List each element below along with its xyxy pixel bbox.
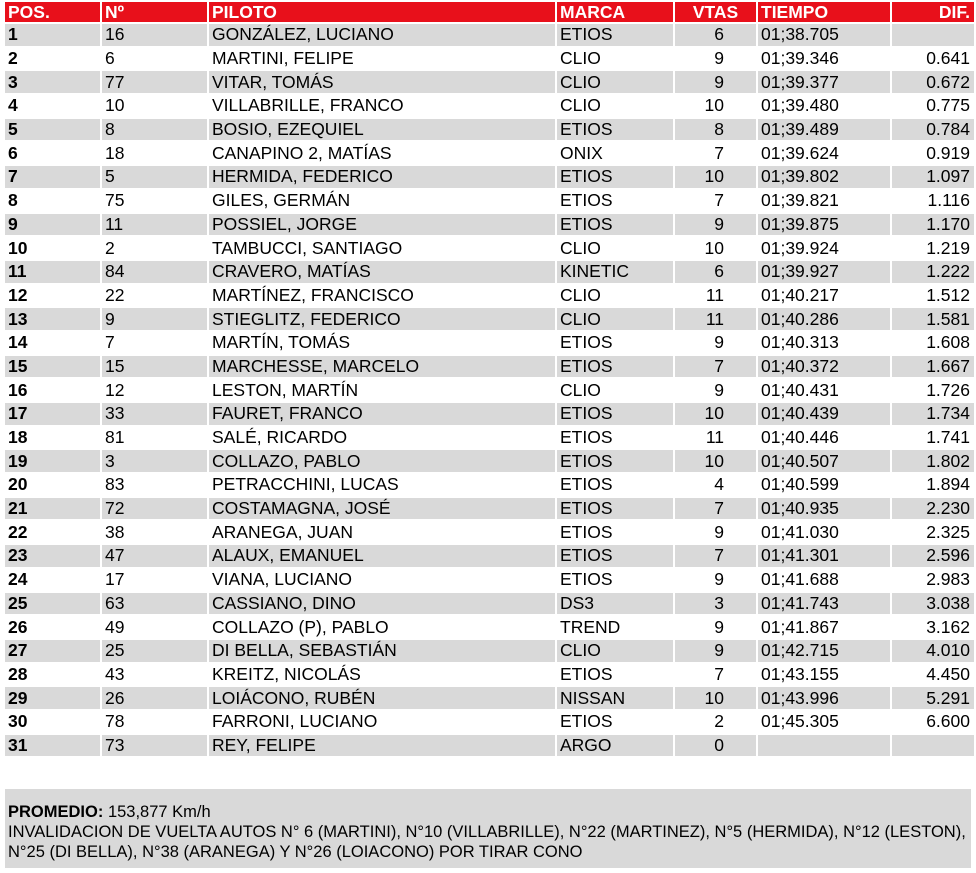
- cell-piloto: MARTÍNEZ, FRANCISCO: [209, 285, 557, 307]
- cell-dif: 0.641: [892, 48, 974, 70]
- header-row: [5, 2, 974, 22]
- table-row: [5, 735, 974, 757]
- cell-vtas: 7: [675, 190, 758, 212]
- cell-tiempo: 01;43.155: [758, 664, 892, 686]
- cell-tiempo: 01;40.599: [758, 474, 892, 496]
- cell-vtas: 10: [675, 166, 758, 188]
- cell-vtas: 6: [675, 24, 758, 46]
- cell-num: 8: [102, 119, 209, 141]
- cell-marca: ONIX: [557, 142, 675, 164]
- cell-dif: 1.170: [892, 214, 974, 236]
- cell-marca: KINETIC: [557, 261, 675, 283]
- cell-num: 49: [102, 616, 209, 638]
- results-table: [5, 0, 974, 758]
- cell-num: 11: [102, 214, 209, 236]
- cell-num: 16: [102, 24, 209, 46]
- cell-marca: ETIOS: [557, 119, 675, 141]
- cell-vtas: 10: [675, 403, 758, 425]
- cell-vtas: 10: [675, 95, 758, 117]
- cell-tiempo: 01;41.688: [758, 569, 892, 591]
- cell-num: 83: [102, 474, 209, 496]
- cell-piloto: MARCHESSE, MARCELO: [209, 356, 557, 378]
- table-row: [5, 379, 974, 401]
- cell-piloto: CASSIANO, DINO: [209, 593, 557, 615]
- cell-piloto: BOSIO, EZEQUIEL: [209, 119, 557, 141]
- cell-num: 22: [102, 285, 209, 307]
- cell-num: 75: [102, 190, 209, 212]
- cell-vtas: 7: [675, 664, 758, 686]
- cell-dif: 2.325: [892, 521, 974, 543]
- cell-vtas: 10: [675, 450, 758, 472]
- cell-tiempo: 01;40.372: [758, 356, 892, 378]
- cell-num: 25: [102, 640, 209, 662]
- cell-marca: ETIOS: [557, 427, 675, 449]
- cell-tiempo: 01;43.996: [758, 687, 892, 709]
- cell-marca: CLIO: [557, 379, 675, 401]
- table-row: [5, 142, 974, 164]
- table-row: [5, 569, 974, 591]
- cell-dif: 1.219: [892, 237, 974, 259]
- cell-pos: 21: [5, 498, 102, 520]
- header-marca: MARCA: [557, 2, 675, 22]
- cell-dif: 0.672: [892, 71, 974, 93]
- invalidation-note: INVALIDACION DE VUELTA AUTOS N° 6 (MARTINI), N°10 (VILLABRILLE), N°22 (MARTINEZ), N°5 (HERMIDA), N°12 (LESTON), N°25 (DI BELLA), N°38 (ARANEGA) Y N°26 (LOIACONO) POR TIRAR CONO: [8, 823, 966, 861]
- cell-marca: CLIO: [557, 48, 675, 70]
- cell-marca: ARGO: [557, 735, 675, 757]
- cell-pos: 8: [5, 190, 102, 212]
- cell-num: 81: [102, 427, 209, 449]
- cell-tiempo: 01;39.802: [758, 166, 892, 188]
- cell-pos: 26: [5, 616, 102, 638]
- cell-tiempo: 01;40.507: [758, 450, 892, 472]
- cell-vtas: 9: [675, 569, 758, 591]
- cell-marca: CLIO: [557, 95, 675, 117]
- table-row: [5, 332, 974, 354]
- cell-piloto: LESTON, MARTÍN: [209, 379, 557, 401]
- cell-tiempo: 01;40.431: [758, 379, 892, 401]
- cell-num: 5: [102, 166, 209, 188]
- cell-dif: [892, 735, 974, 757]
- cell-num: 33: [102, 403, 209, 425]
- cell-vtas: 7: [675, 142, 758, 164]
- cell-num: 2: [102, 237, 209, 259]
- cell-vtas: 9: [675, 379, 758, 401]
- cell-pos: 22: [5, 521, 102, 543]
- cell-dif: 4.450: [892, 664, 974, 686]
- cell-num: 12: [102, 379, 209, 401]
- cell-tiempo: 01;38.705: [758, 24, 892, 46]
- cell-dif: 2.596: [892, 545, 974, 567]
- cell-marca: CLIO: [557, 285, 675, 307]
- cell-pos: 16: [5, 379, 102, 401]
- cell-vtas: 9: [675, 332, 758, 354]
- cell-vtas: 3: [675, 593, 758, 615]
- cell-pos: 28: [5, 664, 102, 686]
- cell-marca: ETIOS: [557, 664, 675, 686]
- cell-pos: 27: [5, 640, 102, 662]
- cell-vtas: 9: [675, 48, 758, 70]
- cell-piloto: CRAVERO, MATÍAS: [209, 261, 557, 283]
- cell-pos: 7: [5, 166, 102, 188]
- table-row: [5, 308, 974, 330]
- cell-dif: 1.581: [892, 308, 974, 330]
- cell-marca: ETIOS: [557, 711, 675, 733]
- table-row: [5, 711, 974, 733]
- cell-tiempo: 01;41.030: [758, 521, 892, 543]
- cell-piloto: ARANEGA, JUAN: [209, 521, 557, 543]
- table-row: [5, 356, 974, 378]
- cell-vtas: 4: [675, 474, 758, 496]
- cell-tiempo: 01;39.489: [758, 119, 892, 141]
- cell-vtas: 9: [675, 521, 758, 543]
- cell-vtas: 9: [675, 214, 758, 236]
- cell-piloto: MARTINI, FELIPE: [209, 48, 557, 70]
- cell-dif: 1.512: [892, 285, 974, 307]
- cell-vtas: 10: [675, 687, 758, 709]
- cell-piloto: PETRACCHINI, LUCAS: [209, 474, 557, 496]
- table-row: [5, 261, 974, 283]
- cell-num: 26: [102, 687, 209, 709]
- cell-piloto: STIEGLITZ, FEDERICO: [209, 308, 557, 330]
- table-body: [5, 24, 974, 756]
- cell-pos: 30: [5, 711, 102, 733]
- table-row: [5, 166, 974, 188]
- cell-tiempo: 01;39.875: [758, 214, 892, 236]
- cell-marca: TREND: [557, 616, 675, 638]
- table-row: [5, 450, 974, 472]
- cell-pos: 24: [5, 569, 102, 591]
- cell-piloto: LOIÁCONO, RUBÉN: [209, 687, 557, 709]
- cell-marca: ETIOS: [557, 190, 675, 212]
- table-row: [5, 498, 974, 520]
- cell-vtas: 6: [675, 261, 758, 283]
- cell-dif: 6.600: [892, 711, 974, 733]
- cell-dif: 1.097: [892, 166, 974, 188]
- cell-tiempo: 01;40.935: [758, 498, 892, 520]
- cell-piloto: VITAR, TOMÁS: [209, 71, 557, 93]
- cell-vtas: 10: [675, 237, 758, 259]
- table-row: [5, 24, 974, 46]
- cell-tiempo: 01;42.715: [758, 640, 892, 662]
- cell-piloto: FAURET, FRANCO: [209, 403, 557, 425]
- cell-pos: 19: [5, 450, 102, 472]
- cell-vtas: 7: [675, 356, 758, 378]
- cell-piloto: FARRONI, LUCIANO: [209, 711, 557, 733]
- table-row: [5, 48, 974, 70]
- cell-marca: ETIOS: [557, 403, 675, 425]
- cell-pos: 3: [5, 71, 102, 93]
- cell-marca: ETIOS: [557, 332, 675, 354]
- cell-marca: ETIOS: [557, 498, 675, 520]
- header-dif: DIF.: [892, 2, 974, 22]
- cell-dif: 1.734: [892, 403, 974, 425]
- header-pos: POS.: [5, 2, 102, 22]
- cell-dif: 1.116: [892, 190, 974, 212]
- cell-piloto: TAMBUCCI, SANTIAGO: [209, 237, 557, 259]
- cell-vtas: 0: [675, 735, 758, 757]
- cell-pos: 14: [5, 332, 102, 354]
- cell-num: 63: [102, 593, 209, 615]
- cell-dif: 2.983: [892, 569, 974, 591]
- cell-marca: NISSAN: [557, 687, 675, 709]
- cell-num: 38: [102, 521, 209, 543]
- cell-dif: 1.222: [892, 261, 974, 283]
- cell-marca: ETIOS: [557, 166, 675, 188]
- table-row: [5, 640, 974, 662]
- cell-tiempo: 01;40.439: [758, 403, 892, 425]
- cell-piloto: MARTÍN, TOMÁS: [209, 332, 557, 354]
- cell-dif: 1.802: [892, 450, 974, 472]
- cell-piloto: GILES, GERMÁN: [209, 190, 557, 212]
- cell-vtas: 9: [675, 640, 758, 662]
- table-row: [5, 593, 974, 615]
- cell-piloto: VILLABRILLE, FRANCO: [209, 95, 557, 117]
- cell-tiempo: 01;40.446: [758, 427, 892, 449]
- cell-piloto: CANAPINO 2, MATÍAS: [209, 142, 557, 164]
- cell-vtas: 7: [675, 545, 758, 567]
- cell-dif: 1.667: [892, 356, 974, 378]
- cell-num: 77: [102, 71, 209, 93]
- promedio-line: [8, 802, 967, 822]
- cell-num: 15: [102, 356, 209, 378]
- cell-tiempo: 01;40.313: [758, 332, 892, 354]
- cell-piloto: KREITZ, NICOLÁS: [209, 664, 557, 686]
- cell-piloto: ALAUX, EMANUEL: [209, 545, 557, 567]
- header-tiempo: TIEMPO: [758, 2, 892, 22]
- cell-tiempo: [758, 735, 892, 757]
- cell-piloto: COLLAZO (P), PABLO: [209, 616, 557, 638]
- cell-pos: 25: [5, 593, 102, 615]
- cell-pos: 15: [5, 356, 102, 378]
- table-row: [5, 474, 974, 496]
- cell-pos: 31: [5, 735, 102, 757]
- cell-dif: 1.741: [892, 427, 974, 449]
- cell-pos: 12: [5, 285, 102, 307]
- cell-vtas: 9: [675, 616, 758, 638]
- cell-dif: 0.775: [892, 95, 974, 117]
- cell-marca: ETIOS: [557, 474, 675, 496]
- cell-marca: CLIO: [557, 71, 675, 93]
- cell-pos: 11: [5, 261, 102, 283]
- cell-tiempo: 01;40.286: [758, 308, 892, 330]
- cell-tiempo: 01;40.217: [758, 285, 892, 307]
- table-row: [5, 403, 974, 425]
- cell-marca: CLIO: [557, 237, 675, 259]
- header-vtas: VTAS: [675, 2, 758, 22]
- cell-marca: DS3: [557, 593, 675, 615]
- table-row: [5, 214, 974, 236]
- cell-tiempo: 01;41.867: [758, 616, 892, 638]
- cell-dif: 3.162: [892, 616, 974, 638]
- cell-piloto: DI BELLA, SEBASTIÁN: [209, 640, 557, 662]
- cell-pos: 9: [5, 214, 102, 236]
- cell-tiempo: 01;39.346: [758, 48, 892, 70]
- table-row: [5, 521, 974, 543]
- cell-dif: 0.784: [892, 119, 974, 141]
- table-row: [5, 664, 974, 686]
- cell-piloto: COLLAZO, PABLO: [209, 450, 557, 472]
- header-num: Nº: [102, 2, 209, 22]
- cell-tiempo: 01;41.301: [758, 545, 892, 567]
- cell-vtas: 2: [675, 711, 758, 733]
- cell-marca: ETIOS: [557, 356, 675, 378]
- header-piloto: PILOTO: [209, 2, 557, 22]
- cell-tiempo: 01;39.927: [758, 261, 892, 283]
- cell-marca: ETIOS: [557, 214, 675, 236]
- cell-marca: ETIOS: [557, 24, 675, 46]
- cell-vtas: 8: [675, 119, 758, 141]
- cell-dif: 2.230: [892, 498, 974, 520]
- cell-num: 3: [102, 450, 209, 472]
- cell-piloto: COSTAMAGNA, JOSÉ: [209, 498, 557, 520]
- cell-marca: ETIOS: [557, 450, 675, 472]
- cell-piloto: GONZÁLEZ, LUCIANO: [209, 24, 557, 46]
- cell-tiempo: 01;39.624: [758, 142, 892, 164]
- cell-pos: 4: [5, 95, 102, 117]
- cell-pos: 1: [5, 24, 102, 46]
- promedio-value: 153,877 Km/h: [107, 803, 211, 821]
- cell-vtas: 11: [675, 285, 758, 307]
- cell-num: 9: [102, 308, 209, 330]
- cell-piloto: VIANA, LUCIANO: [209, 569, 557, 591]
- cell-marca: ETIOS: [557, 521, 675, 543]
- cell-marca: ETIOS: [557, 569, 675, 591]
- cell-num: 78: [102, 711, 209, 733]
- cell-num: 17: [102, 569, 209, 591]
- table-row: [5, 687, 974, 709]
- cell-pos: 23: [5, 545, 102, 567]
- cell-pos: 5: [5, 119, 102, 141]
- table-header: [5, 2, 974, 22]
- cell-num: 7: [102, 332, 209, 354]
- cell-marca: CLIO: [557, 308, 675, 330]
- cell-tiempo: 01;39.480: [758, 95, 892, 117]
- table-row: [5, 545, 974, 567]
- cell-tiempo: 01;45.305: [758, 711, 892, 733]
- cell-pos: 29: [5, 687, 102, 709]
- cell-dif: [892, 24, 974, 46]
- promedio-label: PROMEDIO:: [8, 803, 104, 821]
- cell-dif: 1.726: [892, 379, 974, 401]
- cell-num: 47: [102, 545, 209, 567]
- cell-pos: 20: [5, 474, 102, 496]
- cell-piloto: REY, FELIPE: [209, 735, 557, 757]
- cell-pos: 2: [5, 48, 102, 70]
- cell-vtas: 7: [675, 498, 758, 520]
- cell-pos: 18: [5, 427, 102, 449]
- table-row: [5, 95, 974, 117]
- cell-num: 10: [102, 95, 209, 117]
- cell-tiempo: 01;41.743: [758, 593, 892, 615]
- cell-vtas: 11: [675, 308, 758, 330]
- table-row: [5, 190, 974, 212]
- table-row: [5, 119, 974, 141]
- cell-num: 84: [102, 261, 209, 283]
- cell-vtas: 9: [675, 71, 758, 93]
- cell-tiempo: 01;39.821: [758, 190, 892, 212]
- cell-piloto: POSSIEL, JORGE: [209, 214, 557, 236]
- cell-dif: 4.010: [892, 640, 974, 662]
- cell-tiempo: 01;39.377: [758, 71, 892, 93]
- cell-pos: 6: [5, 142, 102, 164]
- cell-dif: 1.894: [892, 474, 974, 496]
- cell-num: 6: [102, 48, 209, 70]
- cell-dif: 5.291: [892, 687, 974, 709]
- cell-dif: 3.038: [892, 593, 974, 615]
- footer-notes: [5, 789, 971, 868]
- cell-pos: 17: [5, 403, 102, 425]
- cell-piloto: HERMIDA, FEDERICO: [209, 166, 557, 188]
- cell-dif: 1.608: [892, 332, 974, 354]
- table-row: [5, 616, 974, 638]
- cell-pos: 10: [5, 237, 102, 259]
- table-row: [5, 71, 974, 93]
- table-row: [5, 285, 974, 307]
- cell-num: 18: [102, 142, 209, 164]
- table-row: [5, 237, 974, 259]
- cell-vtas: 11: [675, 427, 758, 449]
- cell-marca: ETIOS: [557, 545, 675, 567]
- cell-marca: CLIO: [557, 640, 675, 662]
- table-row: [5, 427, 974, 449]
- cell-tiempo: 01;39.924: [758, 237, 892, 259]
- cell-num: 43: [102, 664, 209, 686]
- cell-num: 72: [102, 498, 209, 520]
- cell-dif: 0.919: [892, 142, 974, 164]
- cell-num: 73: [102, 735, 209, 757]
- cell-pos: 13: [5, 308, 102, 330]
- cell-piloto: SALÉ, RICARDO: [209, 427, 557, 449]
